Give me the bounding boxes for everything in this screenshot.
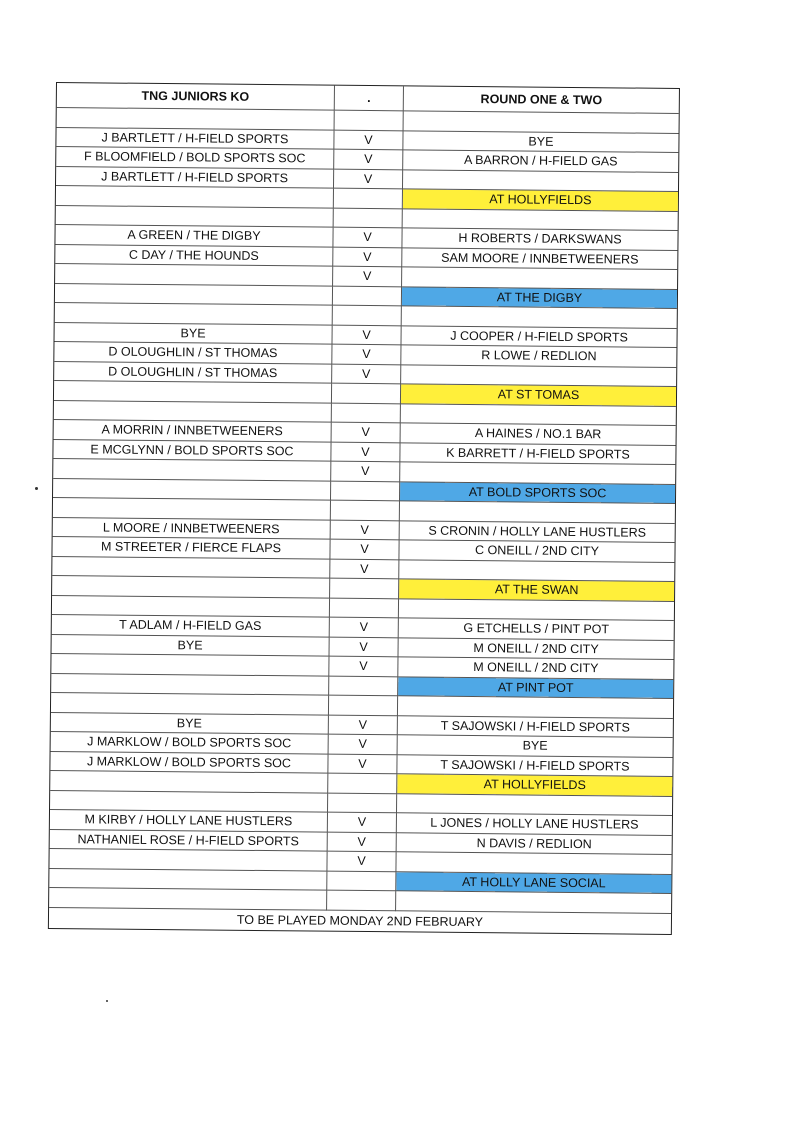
header-mark: . <box>334 86 403 111</box>
away-player-cell <box>400 403 676 425</box>
away-player-cell <box>401 364 677 386</box>
versus-cell: V <box>333 247 402 267</box>
versus-cell: V <box>334 130 403 150</box>
versus-cell: V <box>333 266 402 286</box>
versus-cell <box>334 110 403 130</box>
venue-label: AT HOLLY LANE SOCIAL <box>396 871 672 893</box>
home-player-cell: J MARKLOW / BOLD SPORTS SOC <box>51 731 329 753</box>
versus-cell: V <box>332 344 401 364</box>
home-player-cell: T ADLAM / H-FIELD GAS <box>52 614 330 636</box>
home-player-cell <box>53 458 331 480</box>
versus-cell <box>328 695 397 715</box>
versus-cell: V <box>331 422 400 442</box>
versus-cell <box>332 305 401 325</box>
versus-cell: V <box>327 812 396 832</box>
play-date-note: TO BE PLAYED MONDAY 2ND FEBRUARY <box>236 912 484 929</box>
home-player-cell <box>50 770 328 792</box>
versus-cell <box>330 500 399 520</box>
versus-cell: V <box>330 520 399 540</box>
away-player-cell <box>399 501 675 523</box>
away-player-cell: A BARRON / H-FIELD GAS <box>403 150 679 172</box>
home-player-cell <box>49 887 327 909</box>
away-player-cell: G ETCHELLS / PINT POT <box>398 618 674 640</box>
versus-cell <box>330 481 399 501</box>
home-player-cell <box>51 673 329 695</box>
home-player-cell <box>49 868 327 890</box>
away-player-cell: BYE <box>403 130 679 152</box>
round-title: ROUND ONE & TWO <box>403 86 679 113</box>
away-player-cell <box>396 891 672 913</box>
away-player-cell: J COOPER / H-FIELD SPORTS <box>401 325 677 347</box>
venue-label: AT ST TOMAS <box>400 384 676 406</box>
home-player-cell: J BARTLETT / H-FIELD SPORTS <box>56 127 334 149</box>
away-player-cell: S CRONIN / HOLLY LANE HUSTLERS <box>399 520 675 542</box>
away-player-cell: R LOWE / REDLION <box>401 345 677 367</box>
home-player-cell: L MOORE / INNBETWEENERS <box>53 517 331 539</box>
venue-label: AT THE DIGBY <box>401 286 677 308</box>
fixtures-table <box>49 83 679 933</box>
away-player-cell <box>397 793 673 815</box>
home-player-cell <box>55 264 333 286</box>
away-player-cell <box>402 208 678 230</box>
away-player-cell: K BARRETT / H-FIELD SPORTS <box>400 442 676 464</box>
home-player-cell: M STREETER / FIERCE FLAPS <box>52 536 330 558</box>
home-player-cell <box>56 186 334 208</box>
home-player-cell <box>50 790 328 812</box>
fixtures-sheet <box>48 82 680 935</box>
home-player-cell: J MARKLOW / BOLD SPORTS SOC <box>50 751 328 773</box>
away-player-cell: A HAINES / NO.1 BAR <box>400 423 676 445</box>
versus-cell: V <box>332 364 401 384</box>
versus-cell: V <box>327 832 396 852</box>
home-player-cell: E MCGLYNN / BOLD SPORTS SOC <box>53 439 331 461</box>
versus-cell: V <box>334 149 403 169</box>
home-player-cell: F BLOOMFIELD / BOLD SPORTS SOC <box>56 147 334 169</box>
home-player-cell <box>55 283 333 305</box>
versus-cell <box>332 286 401 306</box>
versus-cell: V <box>329 637 398 657</box>
versus-cell: V <box>332 325 401 345</box>
home-player-cell <box>49 848 327 870</box>
scan-speck <box>106 1000 108 1002</box>
home-player-cell <box>52 595 330 617</box>
venue-label: AT THE SWAN <box>399 579 675 601</box>
home-player-cell <box>52 556 330 578</box>
home-player-cell: M KIRBY / HOLLY LANE HUSTLERS <box>50 809 328 831</box>
home-player-cell <box>52 575 330 597</box>
away-player-cell <box>396 852 672 874</box>
versus-cell <box>331 403 400 423</box>
competition-title: TNG JUNIORS KO <box>57 83 335 110</box>
home-player-cell <box>55 302 333 324</box>
home-player-cell: A MORRIN / INNBETWEENERS <box>54 419 332 441</box>
home-player-cell: BYE <box>51 712 329 734</box>
away-player-cell: H ROBERTS / DARKSWANS <box>402 228 678 250</box>
away-player-cell <box>400 462 676 484</box>
versus-cell <box>331 383 400 403</box>
versus-cell: V <box>328 734 397 754</box>
versus-cell: V <box>333 169 402 189</box>
versus-cell <box>329 676 398 696</box>
away-player-cell: BYE <box>397 735 673 757</box>
away-player-cell: C ONEILL / 2ND CITY <box>399 540 675 562</box>
home-player-cell <box>53 478 331 500</box>
versus-cell <box>328 793 397 813</box>
home-player-cell: BYE <box>52 634 330 656</box>
away-player-cell: T SAJOWSKI / H-FIELD SPORTS <box>397 715 673 737</box>
versus-cell: V <box>331 461 400 481</box>
venue-label: AT HOLLYFIELDS <box>397 774 673 796</box>
versus-cell: V <box>330 539 399 559</box>
away-player-cell: SAM MOORE / INNBETWEENERS <box>402 247 678 269</box>
versus-cell: V <box>328 754 397 774</box>
away-player-cell <box>402 169 678 191</box>
home-player-cell: BYE <box>55 322 333 344</box>
home-player-cell <box>51 692 329 714</box>
away-player-cell: T SAJOWSKI / H-FIELD SPORTS <box>397 754 673 776</box>
versus-cell <box>327 890 396 910</box>
venue-label: AT HOLLYFIELDS <box>402 189 678 211</box>
versus-cell <box>333 188 402 208</box>
versus-cell <box>327 871 396 891</box>
versus-cell: V <box>327 851 396 871</box>
versus-cell: V <box>330 559 399 579</box>
home-player-cell <box>56 205 334 227</box>
versus-cell <box>329 598 398 618</box>
home-player-cell: J BARTLETT / H-FIELD SPORTS <box>56 166 334 188</box>
home-player-cell <box>51 653 329 675</box>
versus-cell <box>330 578 399 598</box>
home-player-cell: D OLOUGHLIN / ST THOMAS <box>54 361 332 383</box>
versus-cell: V <box>328 715 397 735</box>
away-player-cell <box>397 696 673 718</box>
away-player-cell <box>399 559 675 581</box>
home-player-cell: D OLOUGHLIN / ST THOMAS <box>54 341 332 363</box>
versus-cell <box>328 773 397 793</box>
away-player-cell: N DAVIS / REDLION <box>396 832 672 854</box>
home-player-cell <box>53 497 331 519</box>
home-player-cell <box>57 108 335 130</box>
away-player-cell: M ONEILL / 2ND CITY <box>398 637 674 659</box>
home-player-cell: C DAY / THE HOUNDS <box>55 244 333 266</box>
versus-cell <box>333 208 402 228</box>
away-player-cell <box>403 111 679 133</box>
home-player-cell <box>54 380 332 402</box>
versus-cell: V <box>331 442 400 462</box>
home-player-cell: NATHANIEL ROSE / H-FIELD SPORTS <box>50 829 328 851</box>
home-player-cell: A GREEN / THE DIGBY <box>55 225 333 247</box>
venue-label: AT PINT POT <box>398 676 674 698</box>
venue-label: AT BOLD SPORTS SOC <box>399 481 675 503</box>
versus-cell: V <box>333 227 402 247</box>
scan-speck <box>35 487 38 490</box>
away-player-cell <box>402 267 678 289</box>
away-player-cell <box>398 598 674 620</box>
away-player-cell: L JONES / HOLLY LANE HUSTLERS <box>396 813 672 835</box>
away-player-cell <box>401 306 677 328</box>
versus-cell: V <box>329 617 398 637</box>
home-player-cell <box>54 400 332 422</box>
away-player-cell: M ONEILL / 2ND CITY <box>398 657 674 679</box>
versus-cell: V <box>329 656 398 676</box>
